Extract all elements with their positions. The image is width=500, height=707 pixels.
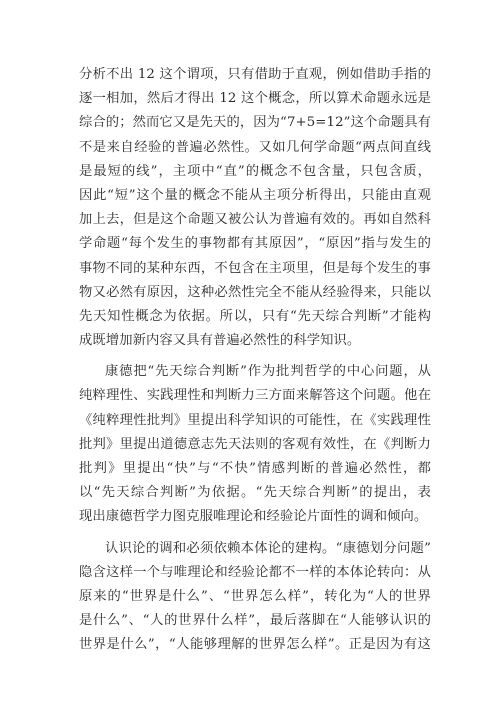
text-line: 分析不出 12 这个谓项，只有借助于直观，例如借助手指的 — [79, 67, 431, 82]
text-line: 现出康德哲学力图克服唯理论和经验论片面性的调和倾向。 — [79, 509, 428, 525]
paragraph-gap — [79, 353, 431, 360]
text-line: 纯粹理性、实践理性和判断力三方面来解答这个问题。他在 — [79, 388, 431, 404]
paragraph-3 — [79, 537, 431, 658]
text-line: 是什么”、“人的世界什么样”，最后落脚在“人能够认识的 — [79, 613, 431, 629]
text-line: 先天知性概念为依据。所以，只有“先天综合判断”才能构 — [79, 308, 431, 324]
text-line: 隐含这样一个与唯理论和经验论都不一样的本体论转向：从 — [79, 564, 431, 580]
body-text — [79, 63, 431, 658]
text-line: 综合的；然而它又是先天的，因为“7+5=12”这个命题具有 — [79, 115, 431, 131]
text-line: 批判》里提出“快”与“不快”情感判断的普遍必然性，都 — [79, 461, 431, 476]
text-line: 成既增加新内容又具有普遍必然性的科学知识。 — [79, 333, 361, 349]
text-line: 康德把“先天综合判断”作为批判哲学的中心问题，从 — [105, 364, 431, 380]
text-line: 以“先天综合判断”为依据。“先天综合判断”的提出，表 — [79, 485, 431, 501]
text-line: 批判》里提出道德意志先天法则的客观有效性，在《判断力 — [79, 436, 431, 452]
text-line: 事物不同的某种东西，不包含在主项里，但是每个发生的事 — [79, 260, 431, 276]
text-line: 是最短的线”，主项中“直”的概念不包含量，只包含质， — [79, 163, 431, 179]
text-line: 学命题“每个发生的事物都有其原因”，“原因”指与发生的 — [79, 236, 431, 252]
text-line: 加上去，但是这个命题又被公认为普遍有效的。再如自然科 — [79, 212, 431, 228]
text-line: 《纯粹理性批判》里提出科学知识的可能性，在《实践理性 — [79, 412, 431, 428]
text-line: 世界是什么”，“人能够理解的世界怎么样”。正是因为有这 — [79, 637, 431, 653]
text-line: 不是来自经验的普遍必然性。又如几何学命题“两点间直线 — [79, 139, 431, 155]
text-line: 因此“短”这个量的概念不能从主项分析得出，只能由直观 — [79, 187, 431, 203]
text-line: 认识论的调和必须依赖本体论的建构。“康德划分问题” — [105, 540, 431, 556]
paragraph-gap — [79, 530, 431, 537]
text-line: 物又必然有原因，这种必然性完全不能从经验得来，只能以 — [79, 284, 431, 300]
text-line: 逐一相加，然后才得出 12 这个概念，所以算术命题永远是 — [79, 91, 431, 107]
paragraph-2 — [79, 360, 431, 529]
paragraph-1 — [79, 63, 431, 353]
text-line: 原来的“世界是什么”、“世界怎么样”，转化为“人的世界 — [79, 588, 431, 604]
